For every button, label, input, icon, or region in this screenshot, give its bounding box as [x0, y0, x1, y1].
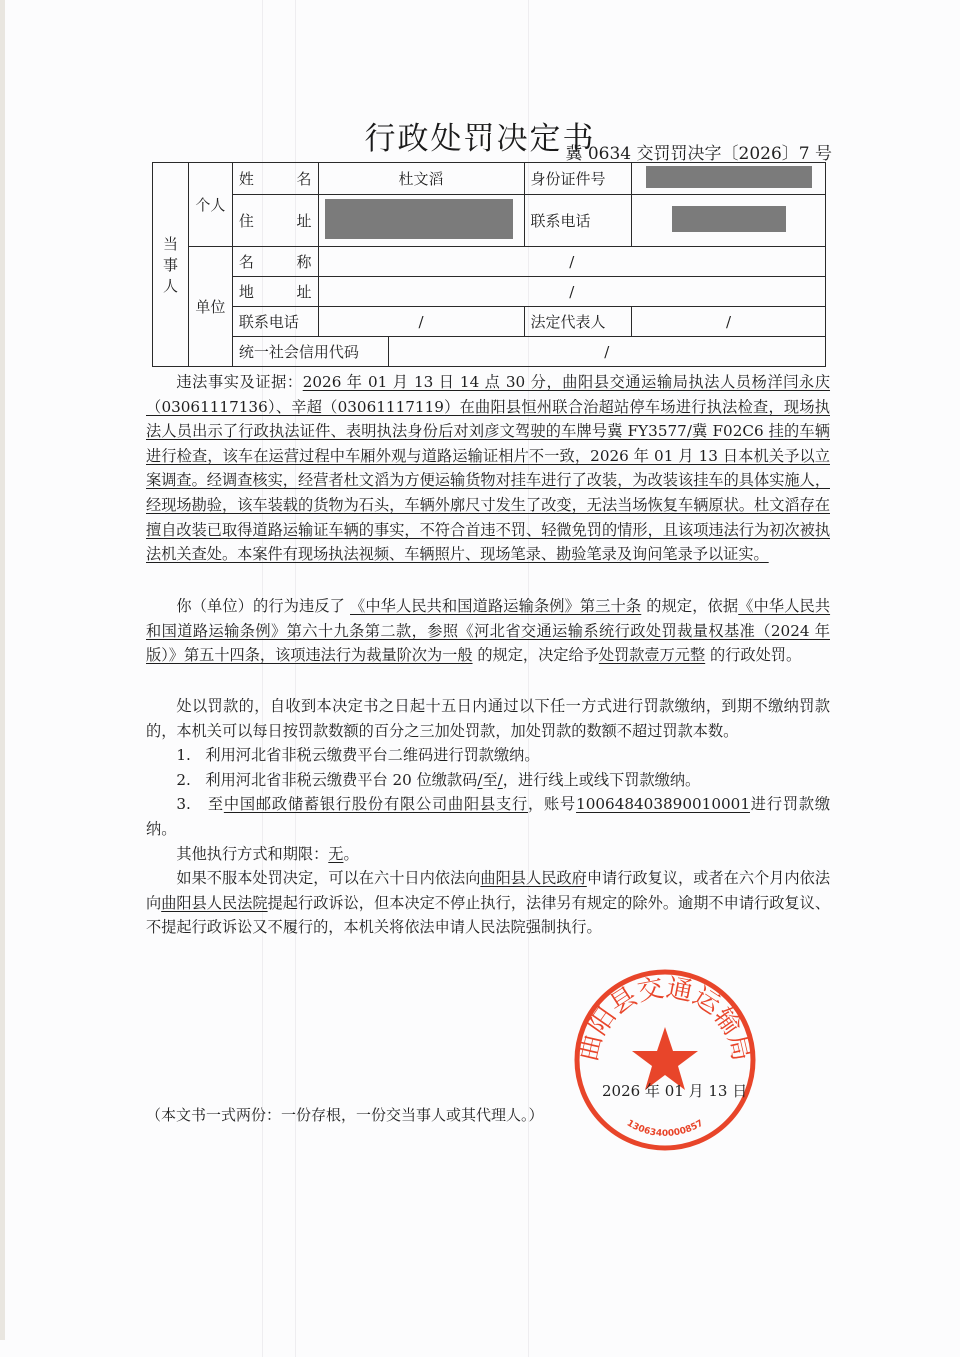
violated-law: 《中华人民共和国道路运输条例》第三十条: [350, 597, 642, 615]
payment-section: [146, 694, 830, 940]
unit-label: 单位: [188, 247, 232, 367]
unit-address-label: 地 址: [232, 277, 318, 307]
facts-label: 违法事实及证据：: [176, 373, 303, 391]
scan-edge: [0, 0, 5, 1340]
violation-section: [146, 594, 830, 668]
party-label: 当事人: [153, 163, 189, 367]
violation-mid: 的规定，依据: [646, 597, 739, 615]
facts-text: 2026 年 01 月 13 日 14 点 30 分，曲阳县交通运输局执法人员杨洋闫永庆（03061117136）、辛超（03061117119）在曲阳县恒州联合治超站停车场进行执法检查，现场执法人员出示了行政执法证件、表明执法身份后对刘彦文驾驶的车牌号冀 FY3577/冀 F02C6 挂的车辆进行检查，该车在运营过程中车厢外观与道路运输证相片不一致，2026 年 01 月 13 日本机关予以立案调查。经调查核实，经营者杜文滔为方便运输货物对挂车进行了改装，为改装该挂车的具体实施人，经现场勘验，该车装载的货物为石头，车辆外廓尺寸发生了改变，无法当场恢复车辆原状。杜文滔存在擅自改装已取得道路运输证车辆的事实，不符合首违不罚、轻微免罚的情形，且该项违法行为初次被执法机关查处。本案件有现场执法视频、车辆照片、现场笔录、勘验笔录及询问笔录予以证实。: [146, 373, 831, 564]
penalty-basis: 《中华人民共和国道路运输条例》第六十九条第二款，参照《河北省交通运输系统行政处罚裁量权基准（2024 年版）》第五十四条，该项违法行为裁量阶次为一般: [146, 597, 831, 665]
document-number: 冀 0634 交罚罚决字〔2026〕7 号: [565, 144, 832, 164]
bank-account: 100648403890010001: [576, 795, 750, 814]
violation-prefix: 你（单位）的行为违反了: [176, 597, 346, 615]
name-label: 姓 名: [232, 163, 318, 195]
payment-method-3: 3. 至中国邮政储蓄银行股份有限公司曲阳县支行，账号100648403890010001进行罚款缴纳。: [146, 795, 831, 838]
signature-date: 2026 年 01 月 13 日: [602, 1082, 748, 1100]
id-label: 身份证件号: [524, 163, 632, 195]
legal-rep-value: /: [632, 307, 826, 337]
official-seal-stamp: [570, 965, 760, 1155]
payment-intro: 处以罚款的，自收到本决定书之日起十五日内通过以下任一方式进行罚款缴纳，到期不缴纳罚款的，本机关可以每日按罚款数额的百分之三加处罚款，加处罚款的数额不超过罚款本数。: [146, 697, 830, 740]
phone-label: 联系电话: [524, 195, 632, 247]
unit-address-value: /: [318, 277, 825, 307]
individual-label: 个人: [188, 163, 232, 247]
payment-method-2: 2. 利用河北省非税云缴费平台 20 位缴款码/至/，进行线上或线下罚款缴纳。: [176, 770, 701, 789]
other-enforcement: 其他执行方式和期限：无。: [176, 844, 359, 863]
legal-rep-label: 法定代表人: [524, 307, 632, 337]
address-label: 住 址: [232, 195, 318, 247]
id-value-redacted: [632, 163, 826, 195]
facts-section: [146, 370, 830, 567]
individual-name-value: 杜文滔: [318, 163, 524, 195]
unit-name-label: 名 称: [232, 247, 318, 277]
seal-code: 1306340000857: [624, 1118, 706, 1140]
unit-phone-value: /: [318, 307, 524, 337]
unit-name-value: /: [318, 247, 825, 277]
footer-note: （本文书一式两份：一份存根，一份交当事人或其代理人。）: [146, 1106, 544, 1124]
violation-mid2: 的规定，决定给予: [477, 646, 599, 665]
party-info-table: [152, 162, 826, 367]
court: 曲阳县人民法院: [161, 893, 268, 912]
appeal-section: 如果不服本处罚决定，可以在六十日内依法向曲阳县人民政府申请行政复议，或者在六个月内依法向曲阳县人民法院提起行政诉讼，但本决定不停止执行，法律另有规定的除外。逾期不申请行政复议、不提起行政诉讼又不履行的，本机关将依法申请人民法院强制执行。: [146, 869, 831, 937]
review-body: 曲阳县人民政府: [480, 869, 587, 888]
document-title: 行政处罚决定书: [364, 120, 596, 157]
credit-code-label: 统一社会信用代码: [232, 337, 388, 367]
unit-phone-label: 联系电话: [232, 307, 318, 337]
payment-method-1: 1. 利用河北省非税云缴费平台二维码进行罚款缴纳。: [176, 746, 540, 765]
address-value-redacted: [318, 195, 524, 247]
bank-name: 中国邮政储蓄银行股份有限公司曲阳县支行: [223, 795, 529, 814]
violation-suffix: 的行政处罚。: [710, 646, 802, 665]
seal-text: 曲阳县交通运输局: [573, 973, 757, 1064]
penalty-amount: 处罚款壹万元整: [598, 646, 706, 665]
credit-code-value: /: [388, 337, 825, 367]
phone-value-redacted: [632, 195, 826, 247]
